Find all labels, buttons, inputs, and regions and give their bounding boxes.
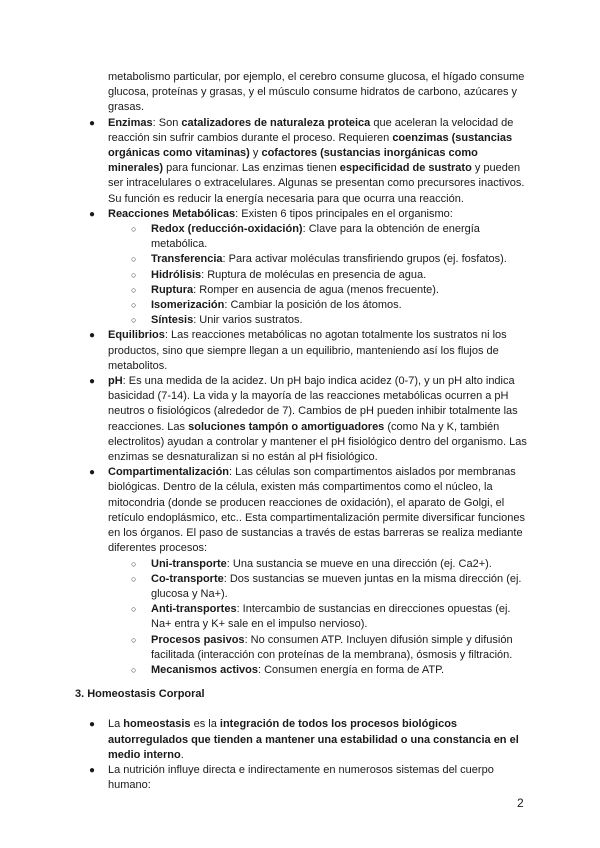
page-content — [75, 70, 528, 793]
circle-bullet-icon: ○ — [131, 284, 137, 295]
term-reacciones: Reacciones Metabólicas — [108, 207, 236, 220]
circle-bullet-icon: ○ — [131, 269, 137, 280]
circle-bullet-icon: ○ — [131, 664, 137, 675]
circle-bullet-icon: ○ — [131, 634, 137, 645]
sub-item: ○ Hidrólisis: Ruptura de moléculas en presencia de agua. — [88, 268, 528, 283]
circle-bullet-icon: ○ — [131, 604, 137, 615]
page-number: 2 — [517, 796, 524, 810]
sub-item: ○ Síntesis: Unir varios sustratos. — [88, 313, 528, 328]
circle-bullet-icon: ○ — [131, 300, 137, 311]
sublist-transporte — [88, 557, 528, 679]
bullet-icon: ● — [89, 719, 96, 731]
circle-bullet-icon: ○ — [131, 254, 137, 265]
circle-bullet-icon: ○ — [131, 224, 137, 235]
circle-bullet-icon: ○ — [131, 558, 137, 569]
bullet-icon: ● — [89, 764, 96, 776]
sublist-reacciones — [88, 222, 528, 328]
bullet-nutricion: ● La nutrición influye directa e indirectamente en numerosos sistemas del cuerpo humano: — [89, 763, 494, 792]
bullet-homeostasis: ● La homeostasis es la integración de todos los procesos biológicos autorregulados que tienden a mantener una estabilidad o una constancia en el medio interno. — [89, 718, 519, 761]
bullet-enzimas: ● Enzimas: Son catalizadores de naturaleza proteica que aceleran la velocidad de reacción sin sufrir cambios durante el proceso. Requieren coenzimas (sustancias orgánicas como vitaminas) y cofactores (sustancias inorgánicas como minerales) para funcionar. Las enzimas tienen especificidad de sustrato y pueden ser intracelulares o extracelulares. Algunas se presentan como precursores inactivos. Su función es reducir la energía necesaria para que ocurra una reacción. — [89, 116, 525, 205]
sub-item: ○ Procesos pasivos: No consumen ATP. Incluyen difusión simple y difusión facilitada (interacción con proteínas de la membrana), ósmosis y filtración. — [131, 633, 513, 661]
sub-item: ○ Ruptura: Romper en ausencia de agua (menos frecuente). — [88, 283, 528, 298]
term-equilibrios: Equilibrios — [108, 329, 165, 342]
sub-item: ○ Anti-transportes: Intercambio de sustancias en direcciones opuestas (ej. Na+ entra y K+ sale en el impulso nervioso). — [131, 603, 511, 631]
term-enzimas: Enzimas — [108, 116, 153, 129]
bullet-equilibrios: ● Equilibrios: Las reacciones metabólicas no agotan totalmente los sustratos ni los productos, sino que siempre llegan a un equilibrio, manteniendo así los flujos de metabolitos. — [89, 329, 507, 372]
bullet-icon: ● — [89, 330, 96, 342]
sub-item: ○ Redox (reducción-oxidación): Clave para la obtención de energía metabólica. — [131, 223, 480, 251]
bullet-icon: ● — [89, 467, 96, 479]
bullet-ph: ● pH: Es una medida de la acidez. Un pH bajo indica acidez (0-7), y un pH alto indica basicidad (7-14). La vida y la mayoría de las reacciones metabólicas ocurren a pH neutros o fisiológicos (alrededor de 7). Cambios de pH pueden inhibir totalmente las reacciones. Las soluciones tampón o amortiguadores (como Na y K, también electrolitos) ayudan a controlar y mantener el pH fisiológico dentro del organismo. Las enzimas se desnaturalizan si no están al pH fisiológico. — [89, 375, 527, 464]
sub-item: ○ Co-transporte: Dos sustancias se mueven juntas en la misma dirección (ej. glucosa y Na+). — [131, 572, 522, 600]
sub-item: ○ Transferencia: Para activar moléculas transfiriendo grupos (ej. fosfatos). — [88, 252, 528, 267]
circle-bullet-icon: ○ — [131, 573, 137, 584]
circle-bullet-icon: ○ — [131, 315, 137, 326]
sub-item: ○ Uni-transporte: Una sustancia se mueve en una dirección (ej. Ca2+). — [88, 557, 528, 572]
term-compartimentalizacion: Compartimentalización — [108, 466, 230, 479]
section-heading: 3. Homeostasis Corporal — [75, 688, 205, 701]
bullet-icon: ● — [89, 376, 96, 388]
term-ph: pH — [108, 375, 123, 388]
bullet-reacciones: ● Reacciones Metabólicas: Existen 6 tipos principales en el organismo: — [88, 207, 528, 222]
continued-paragraph: metabolismo particular, por ejemplo, el cerebro consume glucosa, el hígado consume glucosa, proteínas y grasas, y el músculo consume hidratos de carbono, azúcares y grasas. — [108, 71, 525, 114]
bullet-icon: ● — [89, 117, 96, 129]
bullet-compartimentalizacion: ● Compartimentalización: Las células son compartimentos aislados por membranas biológicas. Dentro de la célula, existen más compartimentos como el núcleo, la mitocondria (donde se producen reacciones de oxidación), el aparato de Golgi, el retículo endoplásmico, etc.. Esta compartimentalización permite diversificar funciones en los órganos. El paso de sustancias a través de estas barreras se realiza mediante diferentes procesos: — [89, 466, 525, 555]
sub-item: ○ Mecanismos activos: Consumen energía en forma de ATP. — [88, 663, 528, 678]
bullet-icon: ● — [89, 208, 96, 220]
sub-item: ○ Isomerización: Cambiar la posición de los átomos. — [88, 298, 528, 313]
